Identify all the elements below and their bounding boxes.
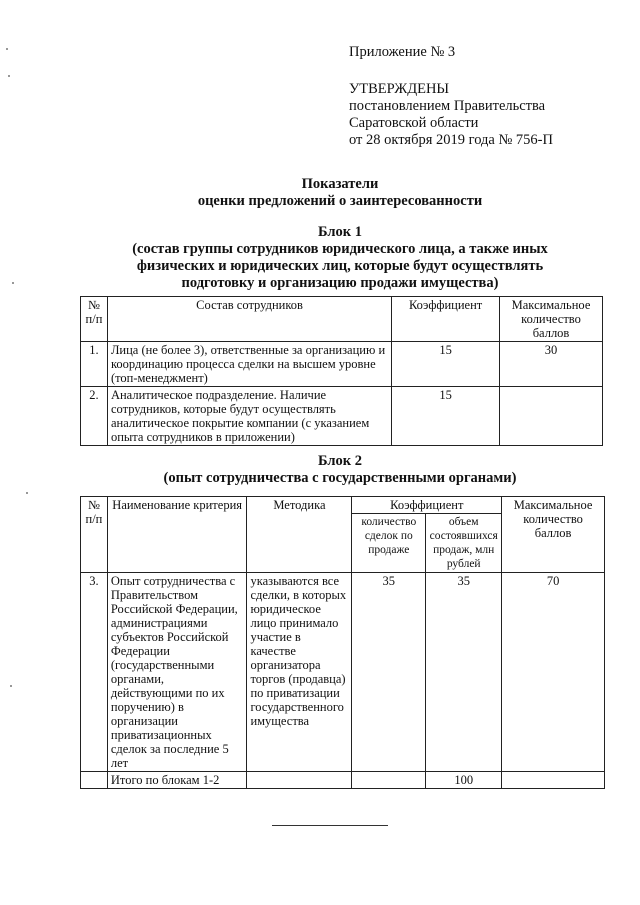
block1-subtitle-3: подготовку и организацию продажи имущества) [181,275,499,291]
title-line-1: Показатели [301,176,379,192]
block1-title: Блок 1 [317,224,362,240]
header-num: № п/п [81,297,108,342]
header-coef: Коэффициент [352,497,502,514]
row-max [500,387,603,446]
total-empty-cell [247,772,352,789]
table-header-row [81,297,603,342]
approval-line-1: постановлением Правительства [349,98,546,114]
approval-line-2: Саратовской области [349,115,479,131]
total-empty-cell [352,772,426,789]
row-staff: Лица (не более 3), ответственные за организацию и координацию процесса сделки на высшем уровне (топ-менеджмент) [107,342,391,387]
approval-stamp [349,44,553,149]
row-coef: 15 [392,342,500,387]
block1-subtitle-2: физических и юридических лиц, которые будут осуществлять [136,258,544,274]
row-num: 1. [81,342,108,387]
row-coef-volume: 35 [426,573,502,772]
header-method: Методика [247,497,352,573]
row-method: указываются все сделки, в которых юридическое лицо принимало участие в качестве организатора торгов (продавца) по приватизации государственного имущества [247,573,352,772]
total-value: 100 [426,772,502,789]
title-line-2: оценки предложений о заинтересованности [197,193,483,209]
header-num: № п/п [81,497,108,573]
scan-artifact [12,282,14,284]
scan-artifact [10,685,12,687]
scan-artifact [6,48,8,50]
scan-artifact [26,492,28,494]
total-num-cell [81,772,108,789]
header-max: Максимальное количество баллов [500,297,603,342]
approval-line-3: от 28 октября 2019 года № 756-П [349,132,553,148]
header-coef-count: количество сделок по продаже [352,514,426,573]
block2-title: Блок 2 [317,453,362,469]
table-header-row [81,497,605,514]
table-row [81,573,605,772]
block1-heading [80,224,600,292]
header-coef: Коэффициент [392,297,500,342]
table-total-row [81,772,605,789]
header-staff: Состав сотрудников [107,297,391,342]
block2-table [80,496,605,789]
header-max: Максимальное количество баллов [502,497,605,573]
table-row [81,342,603,387]
block2-subtitle: (опыт сотрудничества с государственными органами) [163,470,517,486]
row-coef-count: 35 [352,573,426,772]
row-staff: Аналитическое подразделение. Наличие сотрудников, которые будут осуществлять аналитическое покрытие компании (с указанием опыта сотрудников в приложении) [107,387,391,446]
row-max: 70 [502,573,605,772]
row-coef: 15 [392,387,500,446]
approved-label: УТВЕРЖДЕНЫ [349,81,450,97]
block2-heading [80,453,600,487]
annex-label: Приложение № 3 [349,44,456,60]
total-label: Итого по блокам 1-2 [107,772,247,789]
block1-table [80,296,603,446]
row-criterion: Опыт сотрудничества с Правительством Российской Федерации, администрациями субъектов Российской Федерации (государственными органами, действующими по их поручению) в организации приватизационных сделок за последние 5 лет [107,573,247,772]
scan-artifact [8,75,10,77]
total-empty-cell [502,772,605,789]
footer-divider [272,825,388,826]
header-coef-volume: объем состоявшихся продаж, млн рублей [426,514,502,573]
document-title [80,176,600,210]
block1-subtitle-1: (состав группы сотрудников юридического лица, а также иных [132,241,548,257]
row-num: 2. [81,387,108,446]
row-max: 30 [500,342,603,387]
row-num: 3. [81,573,108,772]
header-criterion: Наименование критерия [107,497,247,573]
table-row [81,387,603,446]
